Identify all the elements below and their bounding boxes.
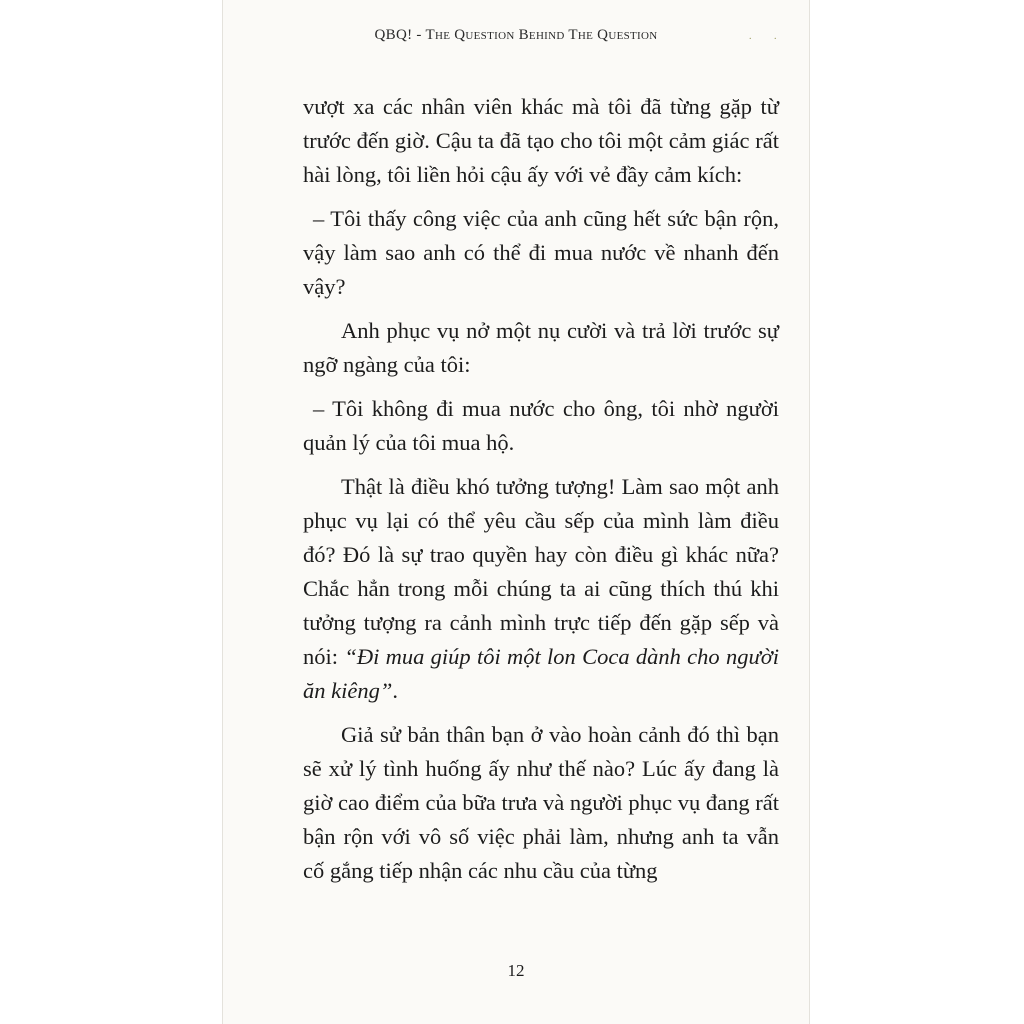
paragraph-5-quote: “Đi mua giúp tôi một lon Coca dành cho người ăn kiêng” — [303, 644, 779, 703]
paragraph-2-dialogue: – Tôi thấy công việc của anh cũng hết sức bận rộn, vậy làm sao anh có thể đi mua nước về nhanh đến vậy? — [303, 206, 779, 299]
running-header: QBQ! - The Question Behind The Question — [374, 27, 658, 43]
paragraph-6: Giả sử bản thân bạn ở vào hoàn cảnh đó thì bạn sẽ xử lý tình huống ấy như thế nào? Lúc ấy đang là giờ cao điểm của bữa trưa và người phục vụ đang rất bận rộn với vô số việc phải làm, nhưng anh ta vẫn cố gắng tiếp nhận các nhu cầu của từng — [303, 722, 779, 883]
paragraph-1: vượt xa các nhân viên khác mà tôi đã từng gặp từ trước đến giờ. Cậu ta đã tạo cho tôi một cảm giác rất hài lòng, tôi liền hỏi cậu ấy với vẻ đầy cảm kích: — [303, 94, 779, 187]
page-number: 12 — [507, 961, 525, 980]
page-body — [303, 90, 779, 898]
header-ornament: . . — [749, 31, 787, 42]
paragraph-4-dialogue: – Tôi không đi mua nước cho ông, tôi nhờ người quản lý của tôi mua hộ. — [303, 396, 779, 455]
paragraph-5-lead: Thật là điều khó tưởng tượng! Làm sao một anh phục vụ lại có thể yêu cầu sếp của mình làm điều đó? Đó là sự trao quyền hay còn điều gì khác nữa? Chắc hẳn trong mỗi chúng ta ai cũng thích thú khi tưởng tượng ra cảnh mình trực tiếp đến gặp sếp và nói: — [303, 474, 779, 669]
paragraph-5-tail: . — [392, 678, 398, 703]
book-page — [222, 0, 810, 1024]
paragraph-5 — [303, 470, 779, 708]
paragraph-3: Anh phục vụ nở một nụ cười và trả lời trước sự ngỡ ngàng của tôi: — [303, 318, 779, 377]
